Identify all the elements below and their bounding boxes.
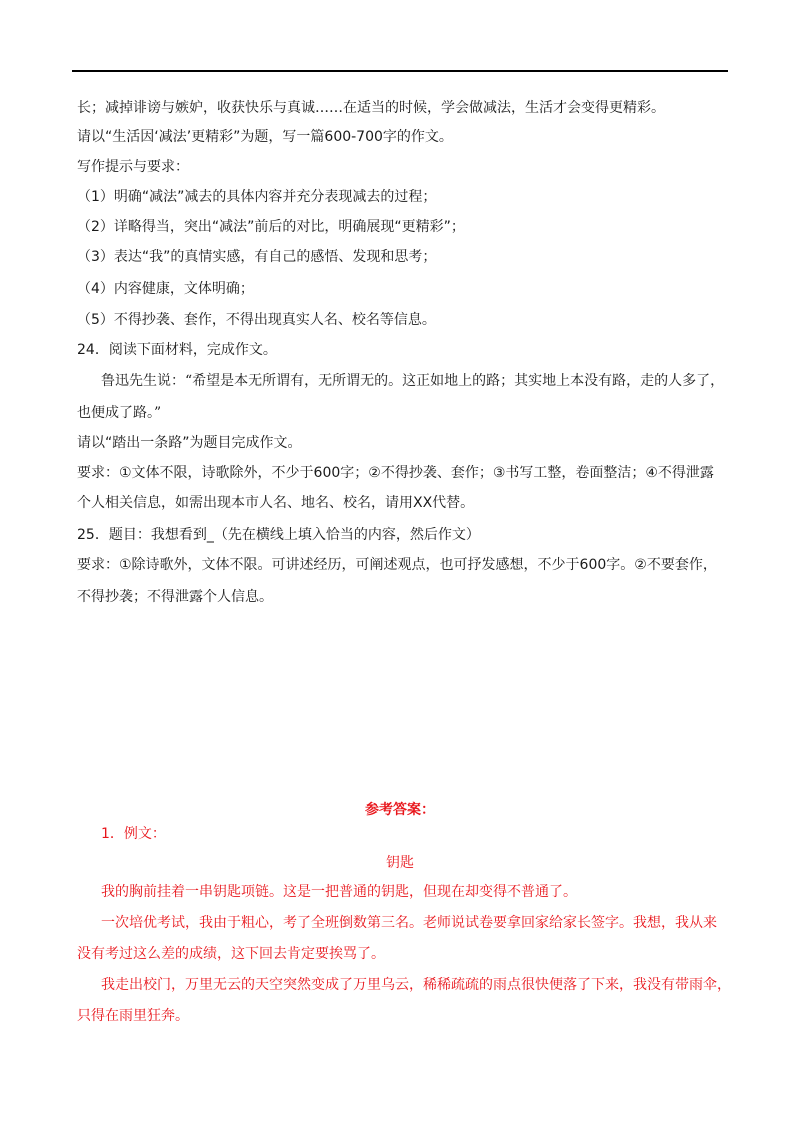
q24-quote-line1: 鲁迅先生说：“希望是本无所谓有，无所谓无的。这正如地上的路；其实地上本没有路，走的人多了， <box>101 373 725 389</box>
q23-tips-title: 写作提示与要求： <box>77 159 189 175</box>
q24-requirements-line2: 个人相关信息，如需出现本市人名、地名、校名，请用XX代替。 <box>77 495 475 511</box>
q24-task: 请以“踏出一条路”为题目完成作文。 <box>77 435 302 451</box>
q24-quote-line2: 也便成了路。” <box>77 405 162 421</box>
essay-line-3: 没有考过这么差的成绩，这下回去肯定要挨骂了。 <box>77 946 385 962</box>
q25-title: 25．题目：我想看到_（先在横线上填入恰当的内容，然后作文） <box>77 527 480 543</box>
q24-title: 24．阅读下面材料，完成作文。 <box>77 342 277 358</box>
q23-tip-4: （4）内容健康，文体明确； <box>77 281 254 297</box>
answer-heading: 参考答案： <box>365 802 435 818</box>
q25-requirements-line1: 要求：①除诗歌外，文体不限。可讲述经历，可阐述观点，也可抒发感想，不少于600字。②不要套作， <box>77 557 717 573</box>
essay-line-2: 一次培优考试，我由于粗心，考了全班倒数第三名。老师说试卷要拿回家给家长签字。我想，我从来 <box>101 915 717 931</box>
q23-task: 请以“生活因‘减法’更精彩”为题，写一篇600-700字的作文。 <box>77 129 453 145</box>
q23-tip-1: （1）明确“减法”减去的具体内容并充分表现减去的过程； <box>77 189 437 205</box>
essay-line-5: 只得在雨里狂奔。 <box>77 1008 189 1024</box>
header-rule <box>72 70 728 72</box>
essay-line-4: 我走出校门，万里无云的天空突然变成了万里乌云，稀稀疏疏的雨点很快便落了下来，我没有带雨伞， <box>101 977 731 993</box>
essay-line-1: 我的胸前挂着一串钥匙项链。这是一把普通的钥匙，但现在却变得不普通了。 <box>101 884 577 900</box>
q23-tip-2: （2）详略得当，突出“减法”前后的对比，明确展现“更精彩”； <box>77 219 465 235</box>
q25-requirements-line2: 不得抄袭；不得泄露个人信息。 <box>77 589 273 605</box>
q23-material-tail: 长；减掉诽谤与嫉妒，收获快乐与真诚……在适当的时候，学会做减法，生活才会变得更精彩。 <box>77 100 665 116</box>
answer-item-label: 1．例文： <box>101 826 166 842</box>
q23-tip-3: （3）表达“我”的真情实感，有自己的感悟、发现和思考； <box>77 249 437 265</box>
q24-requirements-line1: 要求：①文体不限，诗歌除外，不少于600字；②不得抄袭、套作；③书写工整，卷面整洁；④不得泄露 <box>77 465 714 481</box>
q23-tip-5: （5）不得抄袭、套作，不得出现真实人名、校名等信息。 <box>77 312 436 328</box>
essay-title: 钥匙 <box>386 855 414 871</box>
